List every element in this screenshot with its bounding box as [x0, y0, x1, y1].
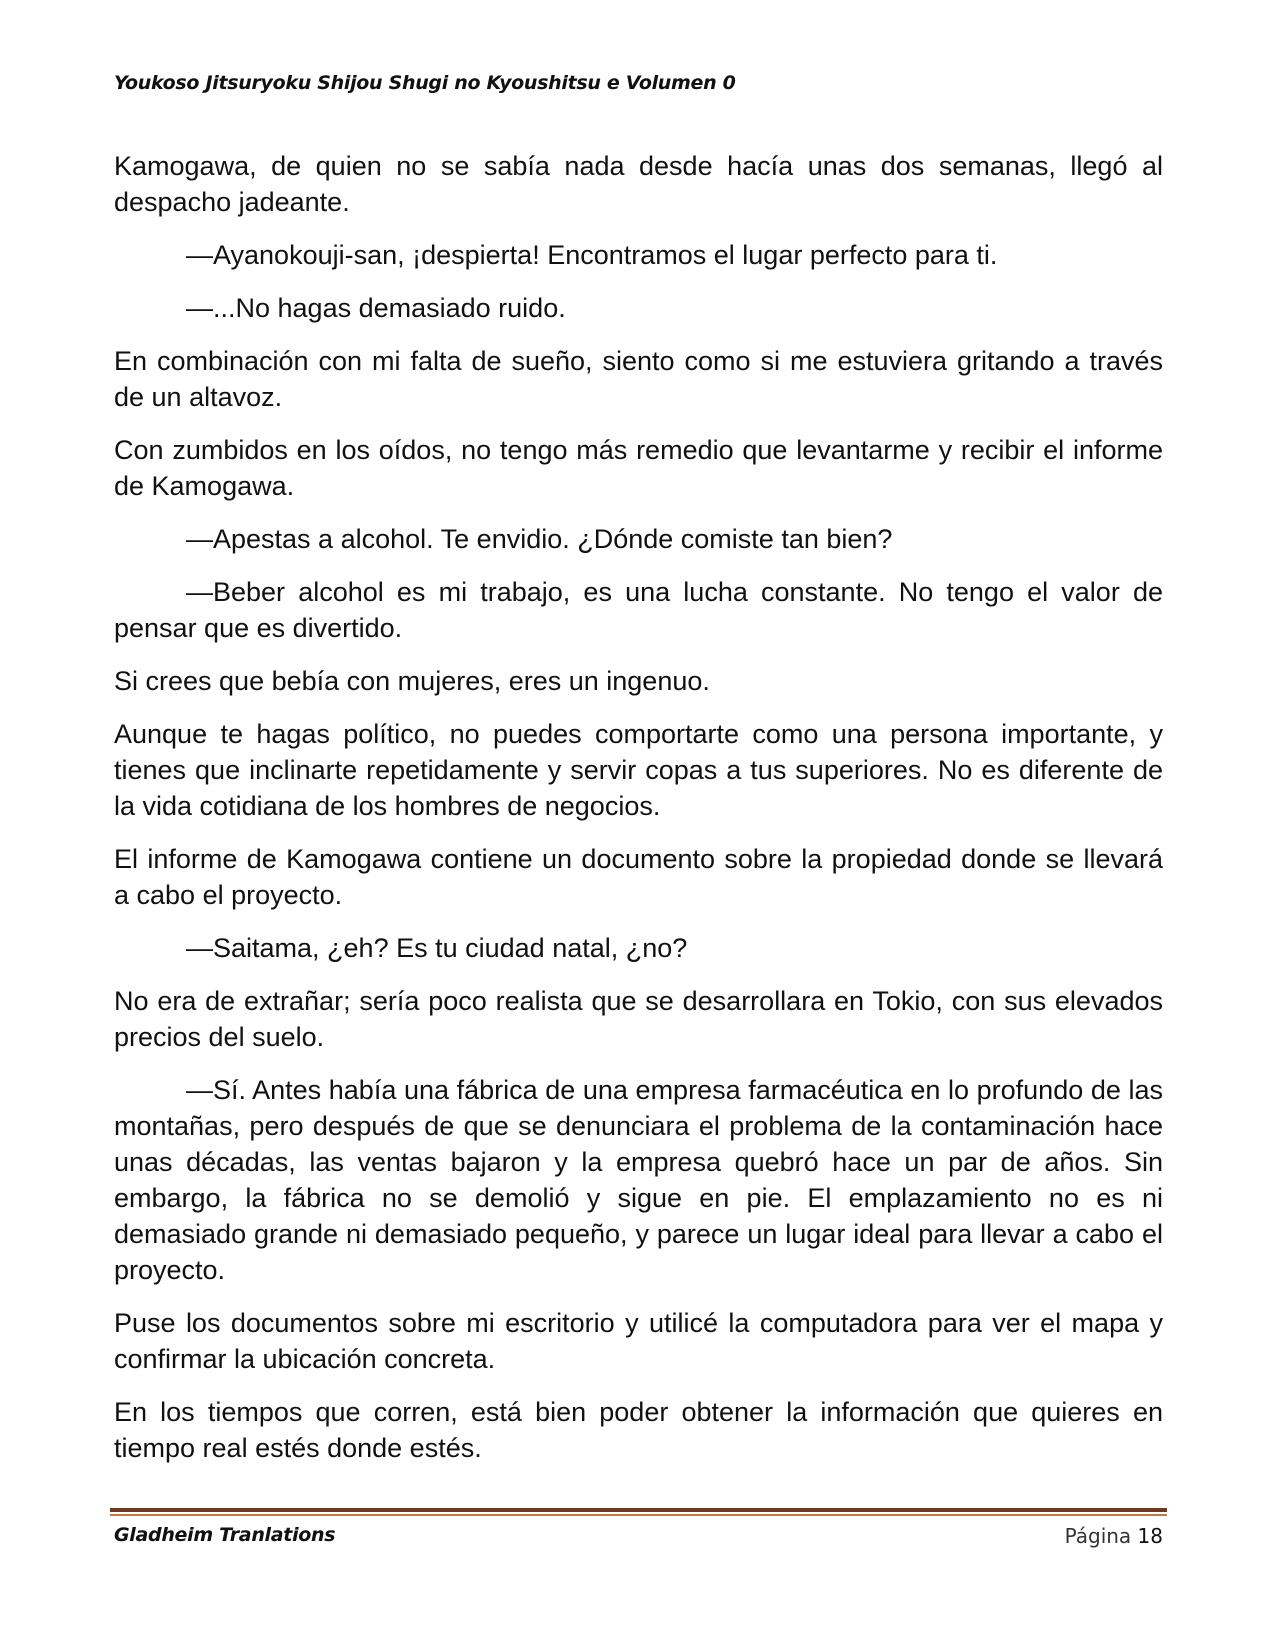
paragraph: En los tiempos que corren, está bien poder obtener la información que quieres en tiempo real estés donde estés.	[114, 1397, 1163, 1463]
body-text	[114, 148, 1163, 1483]
paragraph: Aunque te hagas político, no puedes comportarte como una persona importante, y tienes que inclinarte repetidamente y servir copas a tus superiores. No es diferente de la vida cotidiana de los hombres de negocios.	[114, 719, 1163, 821]
paragraph: —Beber alcohol es mi trabajo, es una lucha constante. No tengo el valor de pensar que es divertido.	[114, 577, 1163, 643]
paragraph: —Apestas a alcohol. Te envidio. ¿Dónde comiste tan bien?	[186, 524, 893, 554]
footer-divider-accent	[110, 1514, 1167, 1516]
paragraph: Con zumbidos en los oídos, no tengo más remedio que levantarme y recibir el informe de Kamogawa.	[114, 435, 1163, 501]
page-number	[1065, 1524, 1163, 1548]
page-number-value: 18	[1137, 1524, 1163, 1548]
paragraph: —...No hagas demasiado ruido.	[186, 293, 566, 323]
paragraph: No era de extrañar; sería poco realista que se desarrollara en Tokio, con sus elevados precios del suelo.	[114, 986, 1163, 1052]
paragraph: —Saitama, ¿eh? Es tu ciudad natal, ¿no?	[186, 933, 688, 963]
paragraph: Si crees que bebía con mujeres, eres un ingenuo.	[114, 666, 710, 696]
footer-divider	[110, 1508, 1167, 1512]
paragraph: Kamogawa, de quien no se sabía nada desde hacía unas dos semanas, llegó al despacho jadeante.	[114, 151, 1163, 217]
paragraph: Puse los documentos sobre mi escritorio y utilicé la computadora para ver el mapa y confirmar la ubicación concreta.	[114, 1308, 1163, 1374]
paragraph: El informe de Kamogawa contiene un documento sobre la propiedad donde se llevará a cabo el proyecto.	[114, 844, 1163, 910]
page-label: Página	[1064, 1524, 1132, 1548]
paragraph: —Ayanokouji-san, ¡despierta! Encontramos el lugar perfecto para ti.	[186, 240, 998, 270]
running-header: Youkoso Jitsuryoku Shijou Shugi no Kyoushitsu e Volumen 0	[114, 72, 736, 94]
footer-credit: Gladheim Tranlations	[114, 1524, 336, 1546]
paragraph: En combinación con mi falta de sueño, siento como si me estuviera gritando a través de un altavoz.	[114, 346, 1163, 412]
paragraph: —Sí. Antes había una fábrica de una empresa farmacéutica en lo profundo de las montañas, pero después de que se denunciara el problema de la contaminación hace unas décadas, las ventas bajaron y la empresa quebró hace un par de años. Sin embargo, la fábrica no se demolió y sigue en pie. El emplazamiento no es ni demasiado grande ni demasiado pequeño, y parece un lugar ideal para llevar a cabo el proyecto.	[114, 1075, 1163, 1285]
